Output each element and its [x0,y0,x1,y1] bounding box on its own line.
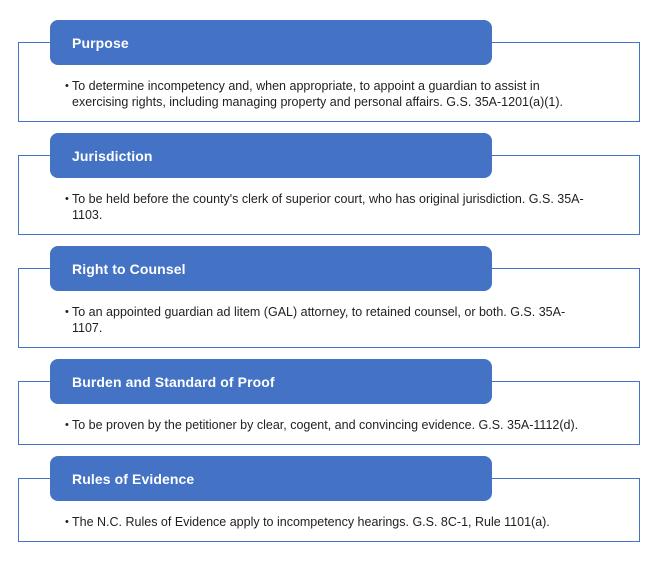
section-rules-of-evidence [18,456,640,542]
bullet-text: The N.C. Rules of Evidence apply to incompetency hearings. G.S. 8C-1, Rule 1101(a). [72,515,550,529]
section-title: Jurisdiction [72,147,153,164]
bullet-icon: • [65,80,69,92]
bullet-text: To determine incompetency and, when appropriate, to appoint a guardian to assist in exercising rights, including managing property and personal affairs. G.S. 35A-1201(a)(1). [72,79,564,109]
bullet-icon: • [65,193,69,205]
section-title: Purpose [72,34,129,51]
section-header [50,20,492,65]
section-header [50,246,492,291]
section-right-to-counsel [18,246,640,348]
bullet-item [65,514,591,530]
section-jurisdiction [18,133,640,235]
bullet-icon: • [65,419,69,431]
section-header [50,359,492,404]
bullet-text: To an appointed guardian ad litem (GAL) attorney, to retained counsel, or both. G.S. 35A-1107. [72,305,566,335]
section-title: Rules of Evidence [72,470,195,487]
section-title: Right to Counsel [72,260,186,277]
section-header [50,456,492,501]
bullet-icon: • [65,516,69,528]
bullet-text: To be held before the county's clerk of superior court, who has original jurisdiction. G.S. 35A-1103. [72,192,584,222]
bullet-item [65,78,591,110]
bullet-text: To be proven by the petitioner by clear, cogent, and convincing evidence. G.S. 35A-1112(d). [72,418,579,432]
bullet-item [65,304,591,336]
section-title: Burden and Standard of Proof [72,373,275,390]
bullet-item [65,191,591,223]
bullet-icon: • [65,306,69,318]
section-purpose [18,20,640,122]
section-header [50,133,492,178]
section-burden-standard-of-proof [18,359,640,445]
bullet-item [65,417,591,433]
